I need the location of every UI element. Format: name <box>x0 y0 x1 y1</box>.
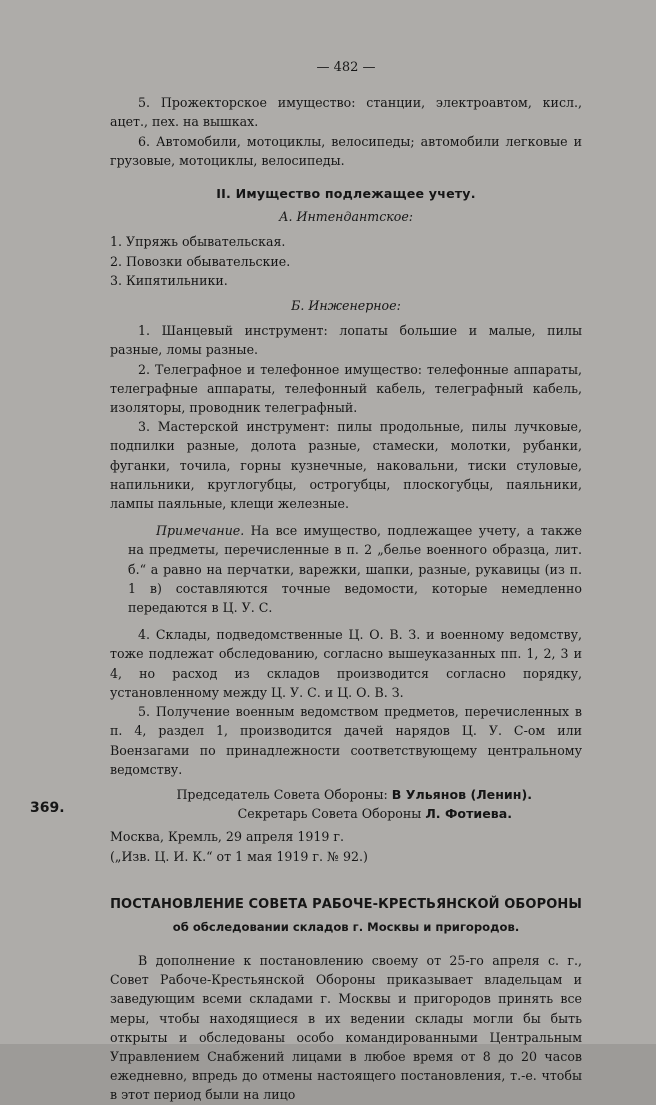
list-item: 3. Мастерской инструмент: пилы продольные, пилы лучковые, подпилки разные, долота разные, стамески, молотки, рубанки, фуганки, точила, горны кузнечные, наковальни, тиски стуловые, напильники, круглогубцы, острогубцы, плоскогубцы, паяльники, лампы паяльные, клещи железные. <box>110 419 582 512</box>
place-date: Москва, Кремль, 29 апреля 1919 г. <box>110 829 344 845</box>
document-body: В дополнение к постановлению своему от 25-го апреля с. г., Совет Рабоче-Крестьянской Обороны приказывает владельцам и заведующим всеми складами г. Москвы и пригородов принять все меры, чтобы находящиеся в их ведении склады могли бы быть открыты и обследованы особо командированными Центральным Управлением Снабжений лицами в любое время от 8 до 20 часов ежедневно, впредь до отмены настоящего постановления, т.-е. чтобы в этот период были на лицо <box>110 952 582 1103</box>
document-title: ПОСТАНОВЛЕНИЕ СОВЕТА РАБОЧЕ-КРЕСТЬЯНСКОЙ ОБОРОНЫ <box>110 896 582 912</box>
list-item: 1. Шанцевый инструмент: лопаты большие и малые, пилы разные, ломы разные. <box>110 323 582 358</box>
item-5-searchlight: 5. Прожекторское имущество: станции, электроавтом, кисл., ацет., пех. на вышках. <box>110 95 582 130</box>
chair-name: В Ульянов (Ленин). <box>391 786 532 802</box>
note-paragraph <box>128 521 582 617</box>
list-a <box>110 232 582 290</box>
page-number: — 482 — <box>316 60 376 75</box>
list-item: 1. Упряжь обывательская. <box>110 234 286 250</box>
subsection-a-heading: А. Интендантское: <box>278 209 414 225</box>
list-item: 2. Телеграфное и телефонное имущество: телефонные аппараты, телеграфные аппараты, телефонный кабель, телеграфный кабель, изоляторы, проводник телеграфный. <box>110 361 582 416</box>
paragraph-4: 4. Склады, подведомственные Ц. О. В. З. и военному ведомству, тоже подлежат обследованию, согласно вышеуказанных пп. 1, 2, 3 и 4, но расход из складов производится согласно порядку, установленному между Ц. У. С. и Ц. О. В. З. <box>110 627 582 700</box>
note-text: На все имущество, подлежащее учету, а также на предметы, перечисленные в п. 2 „белье военного образца, лит. б.“ а равно на перчатки, варежки, шапки, разные, рукавицы (из п. 1 в) составляются точные ведомости, которые немедленно передаются в Ц. У. С. <box>128 523 582 616</box>
source-citation: („Изв. Ц. И. К.“ от 1 мая 1919 г. № 92.) <box>110 848 368 864</box>
list-item: 2. Повозки обывательские. <box>110 253 291 269</box>
chair-signature <box>110 785 582 804</box>
chair-label: Председатель Совета Обороны: <box>176 786 392 802</box>
subsection-b-heading: Б. Инженерное: <box>291 298 401 314</box>
item-6-vehicles: 6. Автомобили, мотоциклы, велосипеды; автомобили легковые и грузовые, мотоциклы, велосипеды. <box>110 133 582 168</box>
paragraph-5: 5. Получение военным ведомством предметов, перечисленных в п. 4, раздел 1, производится дачей нарядов Ц. У. С-ом или Воензагами по принадлежности соответствующему центральному ведомству. <box>110 704 582 777</box>
note-label: Примечание. <box>156 523 245 539</box>
secretary-name: Л. Фотиева. <box>425 806 512 822</box>
document-subtitle: об обследовании складов г. Москвы и пригородов. <box>172 919 520 934</box>
secretary-label: Секретарь Совета Обороны <box>237 806 426 822</box>
list-item: 3. Кипятильники. <box>110 272 228 288</box>
section-heading: II. Имущество подлежащее учету. <box>216 186 476 202</box>
page-content <box>110 58 582 1105</box>
document-number: 369. <box>30 800 65 816</box>
secretary-signature <box>110 804 582 823</box>
